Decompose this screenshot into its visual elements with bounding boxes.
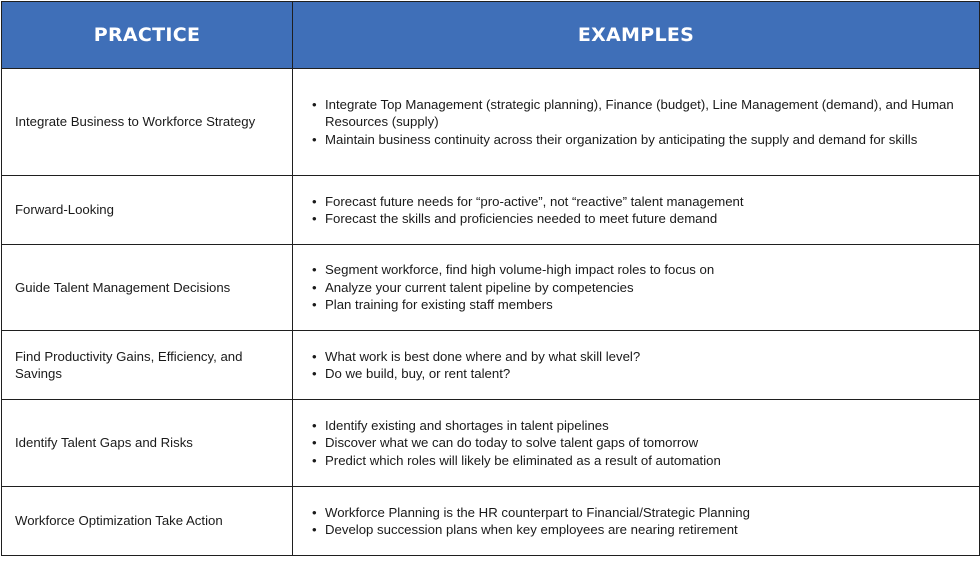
table-row	[2, 331, 980, 400]
practice-cell: Guide Talent Management Decisions	[2, 245, 293, 331]
example-item: • Segment workforce, find high volume-high impact roles to focus on	[325, 261, 969, 279]
examples-column-header: EXAMPLES	[293, 2, 980, 69]
examples-list	[307, 193, 969, 228]
example-item: • Plan training for existing staff members	[325, 296, 969, 314]
example-item: • What work is best done where and by what skill level?	[325, 348, 969, 366]
example-item: • Integrate Top Management (strategic planning), Finance (budget), Line Management (demand), and Human Resources (supply)	[325, 96, 969, 131]
examples-list	[307, 417, 969, 470]
example-item: • Maintain business continuity across their organization by anticipating the supply and demand for skills	[325, 131, 969, 149]
header-row	[2, 2, 980, 69]
example-item: • Workforce Planning is the HR counterpart to Financial/Strategic Planning	[325, 504, 969, 522]
practice-cell: Forward-Looking	[2, 176, 293, 245]
examples-cell	[293, 176, 980, 245]
table-row	[2, 487, 980, 556]
table-row	[2, 400, 980, 487]
practice-cell: Identify Talent Gaps and Risks	[2, 400, 293, 487]
example-item: • Forecast the skills and proficiencies needed to meet future demand	[325, 210, 969, 228]
examples-cell	[293, 69, 980, 176]
examples-list	[307, 504, 969, 539]
practice-cell: Find Productivity Gains, Efficiency, and Savings	[2, 331, 293, 400]
practices-table	[1, 1, 980, 556]
table-row	[2, 176, 980, 245]
examples-list	[307, 261, 969, 314]
practice-column-header: PRACTICE	[2, 2, 293, 69]
example-item: • Develop succession plans when key employees are nearing retirement	[325, 521, 969, 539]
example-item: • Forecast future needs for “pro-active”, not “reactive” talent management	[325, 193, 969, 211]
table-row	[2, 69, 980, 176]
example-item: • Predict which roles will likely be eliminated as a result of automation	[325, 452, 969, 470]
practice-cell: Integrate Business to Workforce Strategy	[2, 69, 293, 176]
example-item: • Analyze your current talent pipeline by competencies	[325, 279, 969, 297]
examples-cell	[293, 245, 980, 331]
example-item: • Identify existing and shortages in talent pipelines	[325, 417, 969, 435]
examples-cell	[293, 331, 980, 400]
example-item: • Do we build, buy, or rent talent?	[325, 365, 969, 383]
examples-list	[307, 348, 969, 383]
table-row	[2, 245, 980, 331]
examples-cell	[293, 487, 980, 556]
examples-cell	[293, 400, 980, 487]
examples-list	[307, 96, 969, 149]
practice-cell: Workforce Optimization Take Action	[2, 487, 293, 556]
example-item: • Discover what we can do today to solve talent gaps of tomorrow	[325, 434, 969, 452]
